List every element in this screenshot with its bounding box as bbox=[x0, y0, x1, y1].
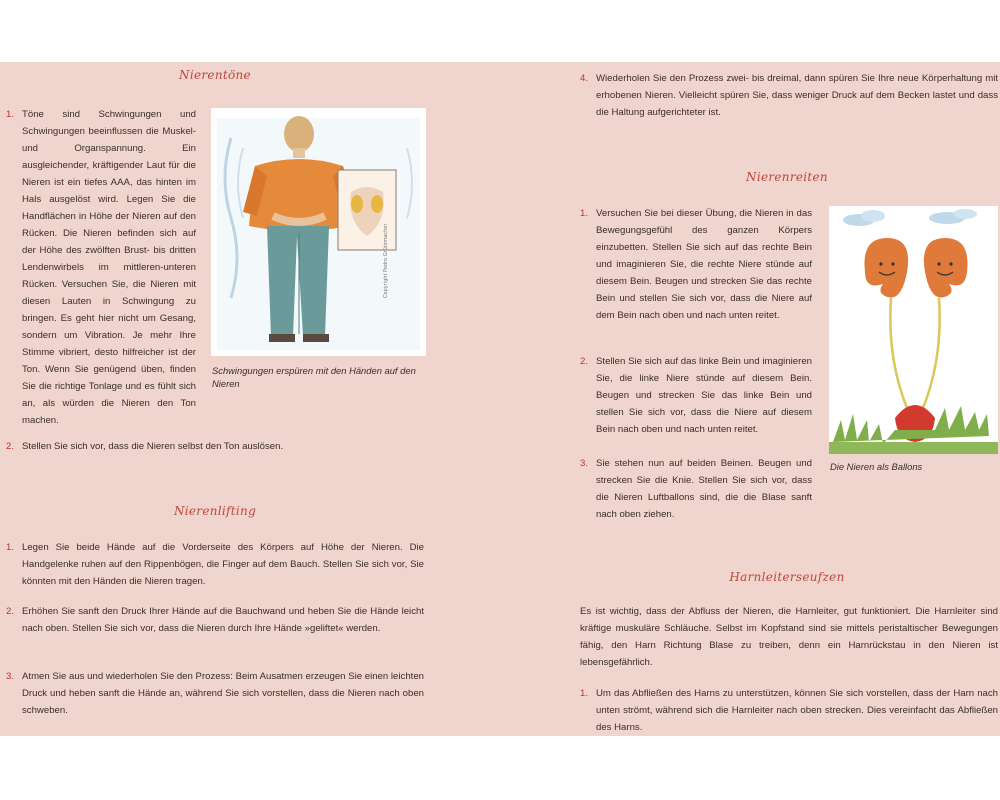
item-text: Versuchen Sie bei dieser Übung, die Nieren in das Bewegungsgefühl des ganzen Körpers einzubetten. Stellen Sie sich auf das rechte Bein und imaginieren Sie, die rechte Niere stünde auf diesem Bein. Beugen und strecken Sie das rechte Bein und stellen Sie sich vor, dass die Niere auf dem Bein nach oben und nach unten reitet. bbox=[596, 208, 812, 321]
item-text: Legen Sie beide Hände auf die Vorderseite des Körpers auf Höhe der Nieren. Die Handgelenke ruhen auf den Rippenbögen, die Finger auf dem Bauch. Stellen Sie sich vor, Sie könnten mit den Händen die Nieren tragen. bbox=[22, 542, 424, 587]
section-heading-nierenlifting: Nierenlifting bbox=[173, 504, 257, 518]
item-number: 3. bbox=[6, 671, 15, 682]
list-item bbox=[580, 353, 812, 438]
item-text: Sie stehen nun auf beiden Beinen. Beugen und strecken Sie die Knie. Stellen Sie sich vor, dass die Nieren Luftballons sind, die die Blase sanft nach oben ziehen. bbox=[596, 458, 812, 520]
section-heading-harnleiterseufzen: Harnleiterseufzen bbox=[729, 570, 845, 584]
figure-caption-left: Schwingungen erspüren mit den Händen auf den Nieren bbox=[212, 365, 416, 389]
item-number: 1. bbox=[580, 208, 589, 219]
figure-kidney-balloons bbox=[829, 206, 998, 454]
item-number: 4. bbox=[580, 73, 589, 84]
list-item bbox=[6, 539, 424, 590]
item-text: Wiederholen Sie den Prozess zwei- bis dreimal, dann spüren Sie Ihre neue Körperhaltung mit erhobenen Nieren. Vielleicht spüren Sie, dass weniger Druck auf dem Becken lastet und dass die Haltung aufgerichteter ist. bbox=[596, 73, 998, 118]
list-item bbox=[580, 455, 812, 523]
item-number: 2. bbox=[580, 356, 589, 367]
item-text: Stellen Sie sich vor, dass die Nieren selbst den Ton auslösen. bbox=[22, 441, 284, 452]
list-item bbox=[6, 438, 476, 455]
list-item bbox=[6, 106, 196, 429]
item-number: 2. bbox=[6, 606, 15, 617]
item-text: Atmen Sie aus und wiederholen Sie den Prozess: Beim Ausatmen erzeugen Sie einen leichten Druck und heben sanft die Hände an, während Sie sich vorstellen, dass die Nieren nach oben schweben. bbox=[22, 671, 424, 716]
item-number: 1. bbox=[6, 109, 15, 120]
section-heading-nierentoene: Nierentöne bbox=[179, 68, 251, 82]
item-text: Stellen Sie sich auf das linke Bein und imaginieren Sie, die linke Niere stünde auf diesem Bein. Beugen und strecken Sie das linke Bein und stellen Sie sich vor, dass die Niere auf diesem Bein nach oben und nach unten reitet. bbox=[596, 356, 812, 435]
list-item bbox=[580, 685, 998, 736]
figure-caption-right: Die Nieren als Ballons bbox=[830, 461, 923, 472]
intro-paragraph: Es ist wichtig, dass der Abfluss der Nieren, die Harnleiter, gut funktioniert. Die Harnleiter sind kräftige muskuläre Schläuche. Selbst im Kopfstand sind sie mittels peristaltischer Bewegungen fähig, den Harn Richtung Blase zu treiben, denn ein Harnrückstau in den Nieren ist lebensgefährlich. bbox=[580, 606, 998, 668]
item-number: 3. bbox=[580, 458, 589, 469]
list-item bbox=[580, 205, 812, 324]
item-text: Töne sind Schwingungen und Schwingungen beeinflussen die Muskel- und Organspannung. Ein ausgleichender, kräftigender Laut für die Nieren ist ein tiefes AAA, das hinten im Hals ausgelöst wird. Legen Sie die Handflächen in Höhe der Nieren auf den Rücken. Die Nieren befinden sich auf der Höhe des zwölften Brust- bis dritten Lendenwirbels im mittleren-unteren Rücken. Versuchen Sie, die Nieren mit diesen Lauten in Schwingung zu bringen. Es geht hier nicht um Gesang, sondern um Vibration. Je mehr Ihre Stimme vibriert, desto hilfreicher ist der Ton. Wenn Sie genügend üben, finden Sie die richtige Tonlage und es fühlt sich an, als würden die Nieren den Ton machen. bbox=[22, 109, 196, 426]
item-number: 1. bbox=[6, 542, 15, 553]
item-text: Erhöhen Sie sanft den Druck Ihrer Hände auf die Bauchwand und heben Sie die Hände leicht nach oben. Stellen Sie sich vor, dass die Nieren durch Ihre Hände »geliftet« werden. bbox=[22, 606, 424, 634]
kidney-balloons-illustration bbox=[829, 206, 998, 454]
left-page bbox=[0, 62, 500, 736]
section-heading-nierenreiten: Nierenreiten bbox=[746, 170, 828, 184]
item-number: 2. bbox=[6, 441, 15, 452]
list-item bbox=[580, 70, 998, 121]
book-spread bbox=[0, 62, 1000, 736]
item-text: Um das Abfließen des Harns zu unterstützen, können Sie sich vorstellen, dass der Harn nach unten strömt, während sich die Harnleiter nach oben strecken. Dies vereinfacht das Abfließen des Harns. bbox=[596, 688, 998, 733]
list-item bbox=[6, 603, 424, 637]
right-page bbox=[500, 62, 1000, 736]
figure-signature: Copyright Pedro Grützmacher bbox=[383, 223, 389, 298]
item-number: 1. bbox=[580, 688, 589, 699]
man-illustration bbox=[211, 108, 426, 356]
list-item bbox=[6, 668, 424, 719]
figure-man-hands-on-back bbox=[211, 108, 426, 356]
